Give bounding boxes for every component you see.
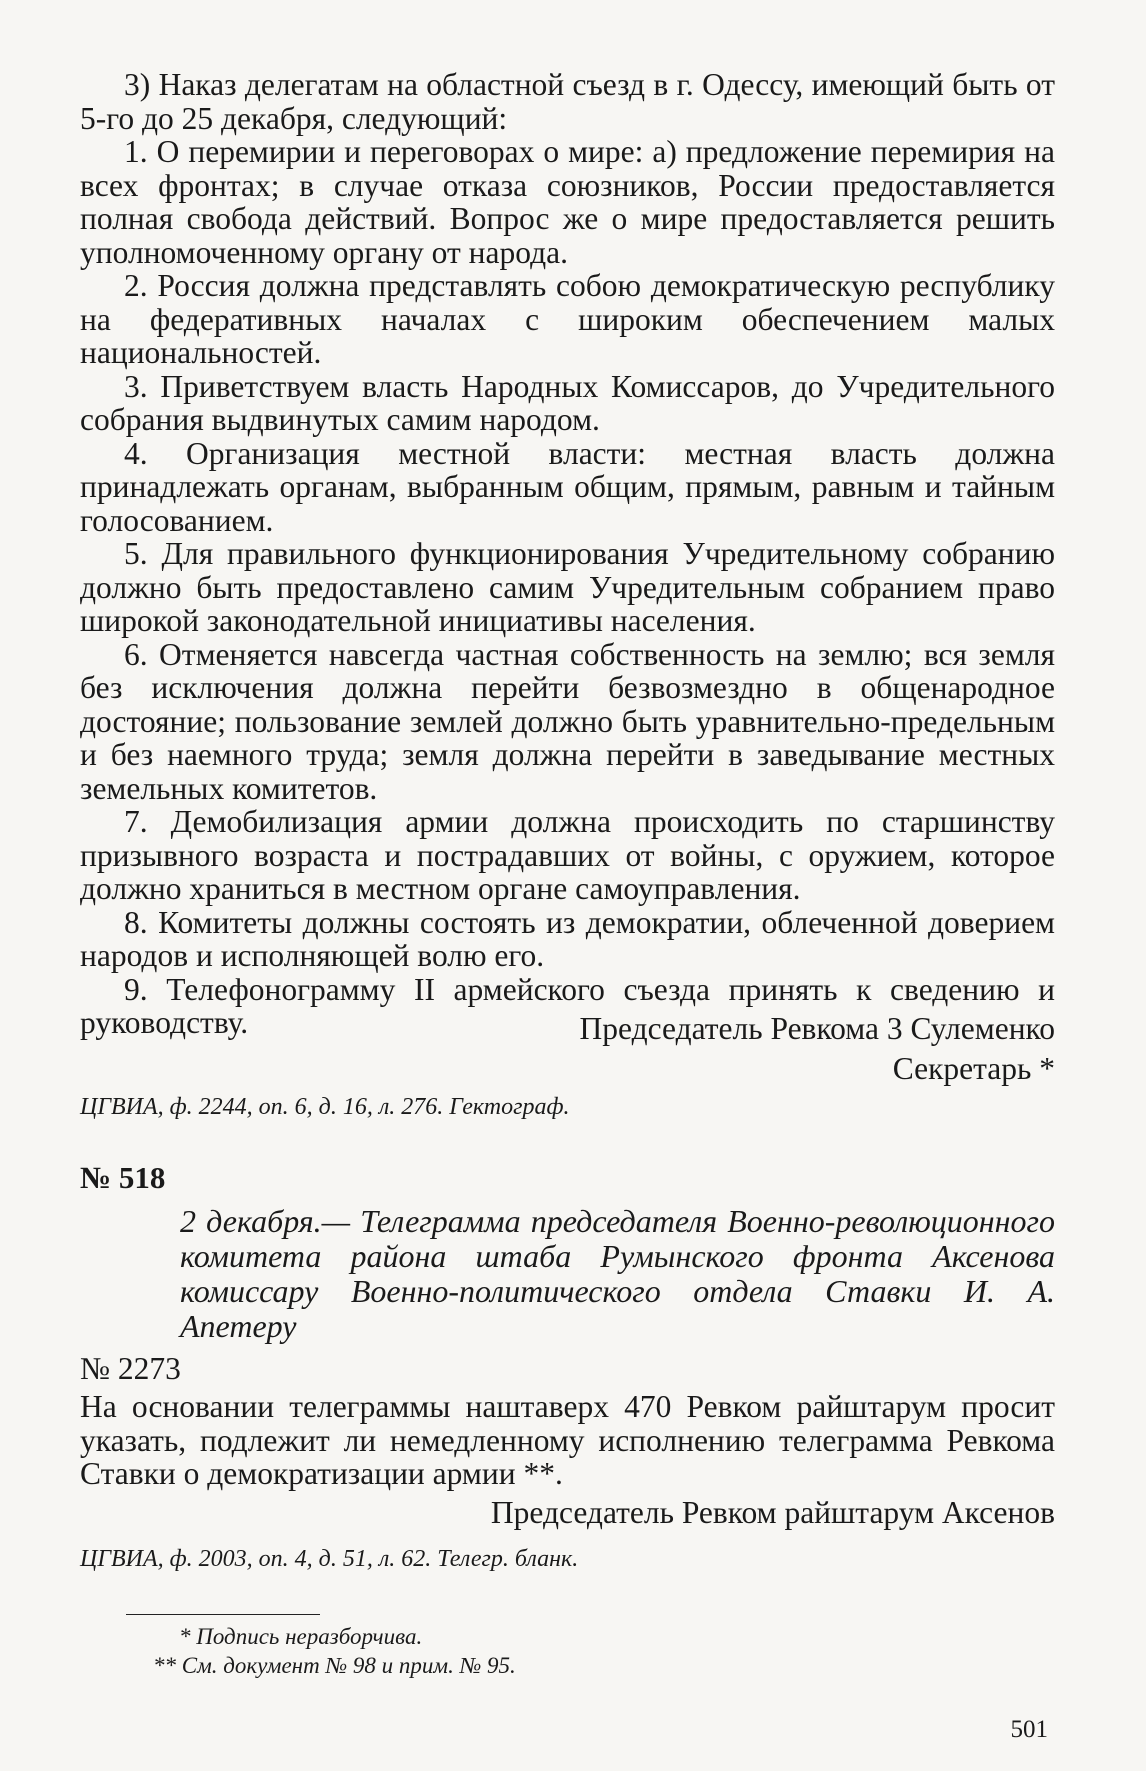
order-item: 1. О перемирии и переговорах о мире: а) предложение перемирия на всех фронтах; в случае отказа союзников, России предоставляется полная свобода действий. Вопрос же о мире предоставляется решить уполномоченному органу от народа. <box>80 134 1055 270</box>
order-item: 6. Отменяется навсегда частная собственность на землю; вся земля без исключения должна перейти безвозмездно в общенародное достояние; пользование землей должно быть уравнительно-предельным и без наемного труда; земля должна перейти в заведывание местных земельных комитетов. <box>80 636 1055 806</box>
document-number: № 518 <box>80 1160 166 1195</box>
order-item: 7. Демобилизация армии должна происходить по старшинству призывного возраста и пострадавших от войны, с оружием, которое должно храниться в местном органе самоуправления. <box>80 804 1055 906</box>
telegram-number: № 2273 <box>80 1351 181 1386</box>
intro-paragraph: 3) Наказ делегатам на областной съезд в г. Одессу, имеющий быть от 5-го до 25 декабря, следующий: <box>80 67 1055 136</box>
footnote-divider <box>126 1614 320 1615</box>
footnote: ** См. документ № 98 и прим. № 95. <box>153 1653 516 1678</box>
document-517-body <box>80 68 1055 1040</box>
document-heading: 2 декабря.— Телеграмма председателя Военно-революционного комитета района штаба Румынского фронта Аксенова комиссару Военно-политического отдела Ставки И. А. Апетеру <box>180 1203 1055 1344</box>
order-item: 2. Россия должна представлять собою демократическую республику на федеративных началах с широким обеспечением малых национальностей. <box>80 268 1055 370</box>
archive-source-1: ЦГВИА, ф. 2244, оп. 6, д. 16, л. 276. Гектограф. <box>80 1094 570 1120</box>
archive-source-2: ЦГВИА, ф. 2003, оп. 4, д. 51, л. 62. Телегр. бланк. <box>80 1546 579 1572</box>
chairman-signature: Председатель Ревкома 3 Сулеменко <box>579 1011 1055 1046</box>
signature-block-2: Председатель Ревком райштарум Аксенов <box>490 1495 1055 1530</box>
order-item: 4. Организация местной власти: местная власть должна принадлежать органам, выбранным общим, прямым, равным и тайным голосованием. <box>80 435 1055 538</box>
footnote: * Подпись неразборчива. <box>179 1624 423 1649</box>
order-item: 5. Для правильного функционирования Учредительному собранию должно быть предоставлено самим Учредительным собранием право широкой законодательной инициативы населения. <box>80 536 1055 638</box>
order-item: 8. Комитеты должны состоять из демократии, облеченной доверием народов и исполняющей волю его. <box>80 904 1055 973</box>
page-number: 501 <box>1010 1716 1048 1743</box>
telegram-body: На основании телеграммы наштаверх 470 Ревком райштарум просит указать, подлежит ли немедленному исполнению телеграмма Ревкома Ставки о демократизации армии **. <box>80 1389 1055 1491</box>
secretary-signature: Секретарь * <box>892 1050 1055 1086</box>
footnotes <box>153 1622 853 1680</box>
order-item: 3. Приветствуем власть Народных Комиссаров, до Учредительного собрания выдвинутых самим народом. <box>80 368 1055 437</box>
order-item: 9. Телефонограмму II армейского съезда принять к сведению и руководству. <box>80 971 1055 1040</box>
signature-block-1 <box>80 1012 1055 1085</box>
